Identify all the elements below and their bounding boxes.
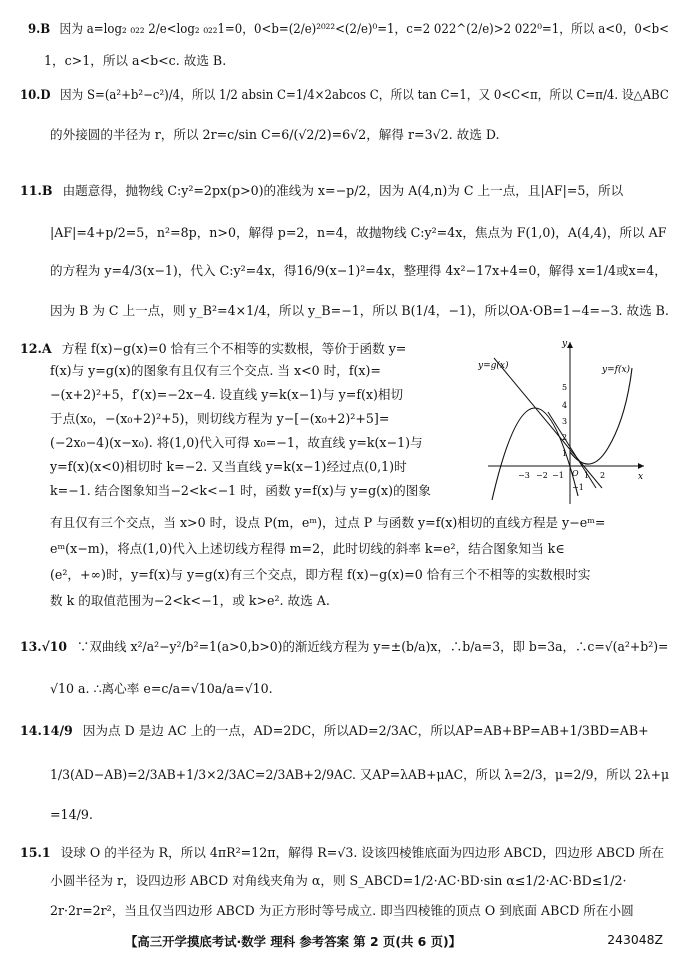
line-y-g-x <box>494 358 602 488</box>
y-tick: 4 <box>562 401 568 410</box>
footer-title: 【高三开学摸底考试·数学 理科 参考答案 第 2 页(共 6 页)】 <box>125 934 462 949</box>
q13-number: 13. <box>20 639 42 654</box>
q11-line-2: |AF|=4+p/2=5，n²=8p，n>0，解得 p=2，n=4，故抛物线 C:y²=4x，焦点为 F(1,0)，A(4,4)，所以 AF <box>50 225 667 240</box>
q10-answer: D <box>40 87 51 102</box>
q14-answer: 14/9 <box>41 723 73 738</box>
q15-line-2: 小圆半径为 r，设四边形 ABCD 对角线夹角为 α，则 S_ABCD=1/2·AC·BD·sin α≤1/2·AC·BD≤1/2· <box>50 873 627 888</box>
q10-text-1: 因为 S=(a²+b²−c²)/4，所以 1/2 absin C=1/4×2abcos C，所以 tan C=1，又 0<C<π，所以 C=π/4. 设△ABC <box>59 87 669 102</box>
q12-line-5: (−2x₀−4)(x−x₀). 将(1,0)代入可得 x₀=−1，故直线 y=k(x−1)与 <box>50 435 423 450</box>
y-axis-arrow-icon <box>567 342 573 348</box>
y-tick: 3 <box>562 417 568 426</box>
q11-line-4: 因为 B 为 C 上一点，则 y_B²=4×1/4，所以 y_B=−1，所以 B(1/4，−1)，所以OA·OB=1−4=−3. 故选 B. <box>50 303 669 318</box>
q15-number: 15. <box>20 845 42 860</box>
q12-answer: A <box>41 341 52 356</box>
q12-line-3: −(x+2)²+5，f′(x)=−2x−4. 设直线 y=k(x−1)与 y=f(x)相切 <box>50 387 404 402</box>
q12-line-7: k=−1. 结合图象知当−2<k<−1 时，函数 y=f(x)与 y=g(x)的图象 <box>50 483 431 498</box>
x-tick: −2 <box>536 471 548 480</box>
q13-text-1: ∵双曲线 x²/a²−y²/b²=1(a>0,b>0)的渐近线方程为 y=±(b/a)x，∴b/a=3，即 b=3a，∴c=√(a²+b²)= <box>76 639 669 654</box>
q15-line-1 <box>20 844 664 862</box>
q10-line-2: 的外接圆的半径为 r，所以 2r=c/sin C=6/(√2/2)=6√2，解得 r=3√2. 故选 D. <box>50 127 500 142</box>
q12-line-4: 于点(x₀，−(x₀+2)²+5)，则切线方程为 y−[−(x₀+2)²+5]= <box>50 411 390 426</box>
x-tick: 2 <box>600 471 606 480</box>
q12-line-8: 有且仅有三个交点，当 x>0 时，设点 P(m，eᵐ)，过点 P 与函数 y=f(x)相切的直线方程是 y−eᵐ= <box>50 515 606 530</box>
q9-line-2: 1，c>1，所以 a<b<c. 故选 B. <box>44 53 227 68</box>
q11-answer: B <box>41 183 53 198</box>
y-tick: 2 <box>562 433 568 442</box>
q12-line-2: f(x)与 y=g(x)的图象有且仅有三个交点. 当 x<0 时，f(x)= <box>50 363 381 378</box>
q10-line-1 <box>20 86 669 104</box>
q9-text-1: 因为 a=log₂ ₀₂₂ 2/e<log₂ ₀₂₂1=0，0<b=(2/e)²⁰²²<(2/e)⁰=1，c=2 022^(2/e)>2 022⁰=1，所以 a<0，0<b< <box>59 21 670 36</box>
q12-line-6: y=f(x)(x<0)相切时 k=−2. 又当直线 y=k(x−1)经过点(0,1)时 <box>50 459 407 474</box>
label-f: y=f(x) <box>602 365 631 375</box>
q11-line-3: 的方程为 y=4/3(x−1)，代入 C:y²=4x，得16/9(x−1)²=4x，整理得 4x²−17x+4=0，解得 x=1/4或x=4， <box>50 263 667 278</box>
q15-line-3: 2r·2r=2r²，当且仅当四边形 ABCD 为正方形时等号成立. 即当四棱锥的顶点 O 到底面 ABCD 所在小圆 <box>50 903 634 918</box>
q14-text-1: 因为点 D 是边 AC 上的一点，AD=2DC，所以AD=2/3AC，所以AP=AB+BP=AB+1/3BD=AB+ <box>82 723 649 738</box>
q14-line-1 <box>20 722 649 740</box>
axis-x-label: x <box>638 472 644 482</box>
x-tick: 1 <box>584 471 590 480</box>
q13-line-2: √10 a. ∴离心率 e=c/a=√10a/a=√10. <box>50 681 273 696</box>
label-g: y=g(x) <box>478 361 509 371</box>
q11-number: 11. <box>20 183 42 198</box>
origin-label: O <box>572 469 579 478</box>
q9-answer: B <box>40 21 51 36</box>
y-tick: 5 <box>562 383 568 392</box>
q14-number: 14. <box>20 723 42 738</box>
q12-number: 12. <box>20 341 42 356</box>
q13-answer: √10 <box>41 639 68 654</box>
x-tick: −1 <box>552 471 564 480</box>
q14-line-3: =14/9. <box>50 807 93 822</box>
exp-curve <box>570 368 632 464</box>
axis-y-label: y <box>562 339 568 349</box>
y-tick: −1 <box>572 483 584 492</box>
q15-text-1: 设球 O 的半径为 R，所以 4πR²=12π，解得 R=√3. 设该四棱锥底面为四边形 ABCD，四边形 ABCD 所在 <box>60 845 665 860</box>
x-axis-arrow-icon <box>638 463 644 469</box>
q12-line-1 <box>20 340 406 358</box>
q11-line-1 <box>20 182 623 200</box>
q9-number: 9. <box>28 21 41 36</box>
q12-line-9: eᵐ(x−m)，将点(1,0)代入上述切线方程得 m=2，此时切线的斜率 k=e²，结合图象知当 k∈ <box>50 541 565 556</box>
x-tick: −3 <box>518 471 530 480</box>
q12-line-11: 数 k 的取值范围为−2<k<−1，或 k>e². 故选 A. <box>50 593 330 608</box>
y-tick: 1 <box>562 449 568 458</box>
q11-text-1: 由题意得，抛物线 C:y²=2px(p>0)的准线为 x=−p/2，因为 A(4,n)为 C 上一点，且|AF|=5，所以 <box>62 183 624 198</box>
q12-text-1: 方程 f(x)−g(x)=0 恰有三个不相等的实数根，等价于函数 y= <box>61 341 407 356</box>
q13-line-1 <box>20 638 668 656</box>
q9-line-1 <box>28 20 669 38</box>
footer-code: 243048Z <box>607 932 663 947</box>
function-graph <box>478 338 648 508</box>
q15-answer: 1 <box>41 845 51 860</box>
q12-line-10: (e²，+∞)时，y=f(x)与 y=g(x)有三个交点，即方程 f(x)−g(x)=0 恰有三个不相等的实数根时实 <box>50 567 591 582</box>
q10-number: 10. <box>20 87 41 102</box>
q14-line-2: 1/3(AD−AB)=2/3AB+1/3×2/3AC=2/3AB+2/9AC. 又AP=λAB+μAC，所以 λ=2/3，μ=2/9，所以 2λ+μ <box>50 767 670 782</box>
